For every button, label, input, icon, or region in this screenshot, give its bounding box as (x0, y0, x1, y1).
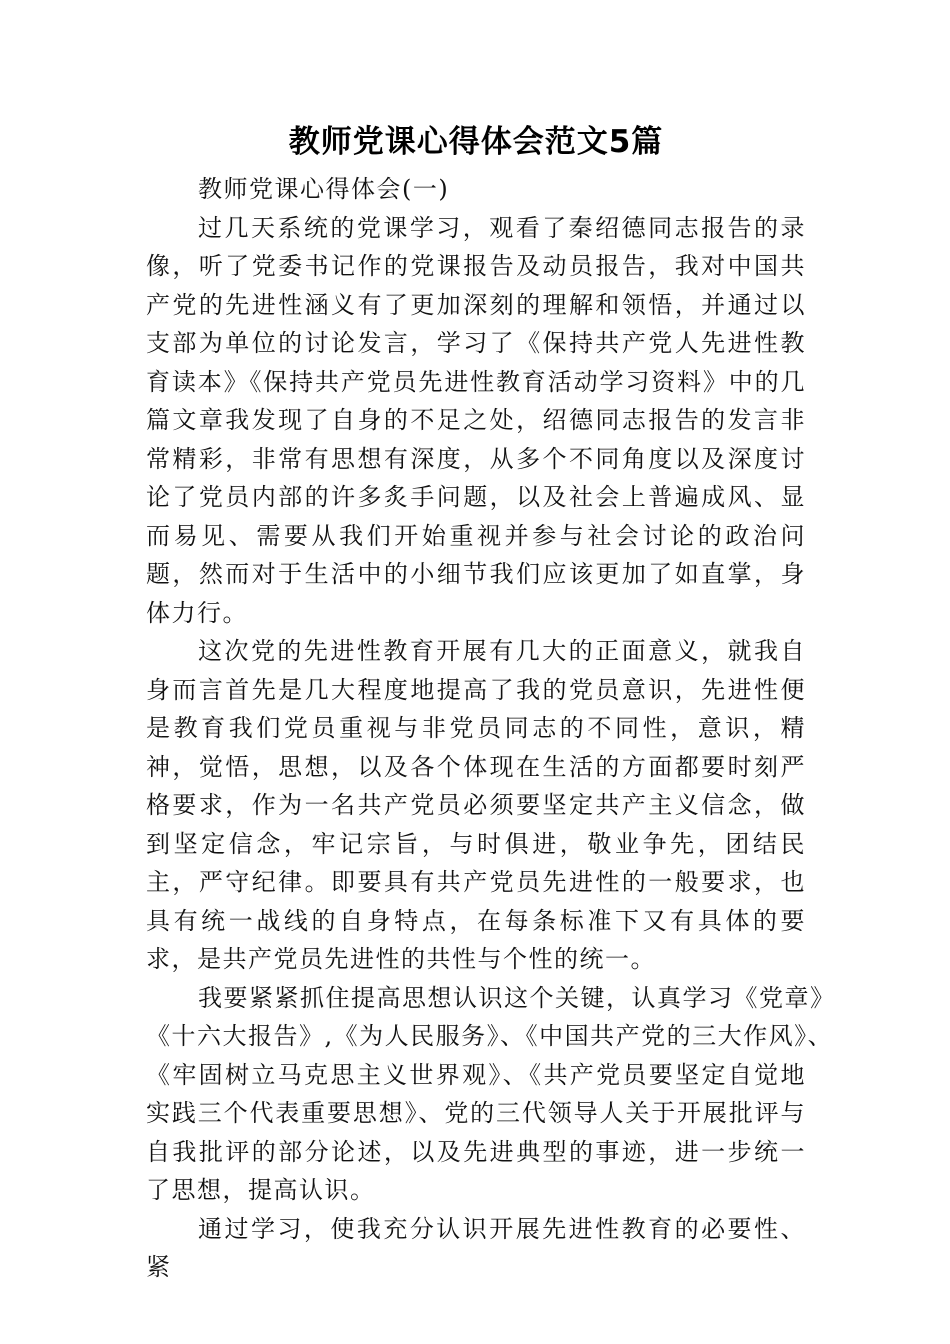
section-heading: 教师党课心得体会(一) (198, 175, 450, 203)
body-paragraph-4: 通过学习，使我充分认识开展先进性教育的必要性、紧 (146, 1214, 806, 1281)
paragraph-3-line-2: 《十六大报告》,《为人民服务》、《中国共产党的三大作风》、 (146, 1022, 834, 1050)
body-paragraph-2: 这次党的先进性教育开展有几大的正面意义，就我自身而言首先是几大程度地提高了我的党员意识，先进性便是教育我们党员重视与非党员同志的不同性，意识，精神，觉悟，思想，以及各个体现在生活的方面都要时刻严格要求，作为一名共产党员必须要坚定共产主义信念，做到坚定信念，牢记宗旨，与时俱进，敬业争先，团结民主，严守纪律。即要具有共产党员先进性的一般要求，也具有统一战线的自身特点，在每条标准下又有具体的要求，是共产党员先进性的共性与个性的统一。 (146, 637, 806, 973)
body-paragraph-3 (146, 979, 836, 1210)
document-title: 教师党课心得体会范文5篇 (288, 124, 664, 160)
paragraph-3-line-1: 我要紧紧抓住提高思想认识这个关键，认真学习《党章》 (198, 983, 836, 1012)
body-paragraph-1: 过几天系统的党课学习，观看了秦绍德同志报告的录像，听了党委书记作的党课报告及动员报告，我对中国共产党的先进性涵义有了更加深刻的理解和领悟，并通过以支部为单位的讨论发言，学习了《保持共产党人先进性教育读本》《保持共产党员先进性教育活动学习资料》中的几篇文章我发现了自身的不足之处，绍德同志报告的发言非常精彩，非常有思想有深度，从多个不同角度以及深度讨论了党员内部的许多炙手问题，以及社会上普遍成风、显而易见、需要从我们开始重视并参与社会讨论的政治问题，然而对于生活中的小细节我们应该更加了如直掌，身体力行。 (146, 213, 806, 627)
document-page (146, 120, 836, 1287)
paragraph-3-rest: 《牢固树立马克思主义世界观》、《共产党员要坚定自觉地实践三个代表重要思想》、党的三代领导人关于开展批评与自我批评的部分论述，以及先进典型的事迹，进一步统一了思想，提高认识。 (146, 1060, 806, 1204)
